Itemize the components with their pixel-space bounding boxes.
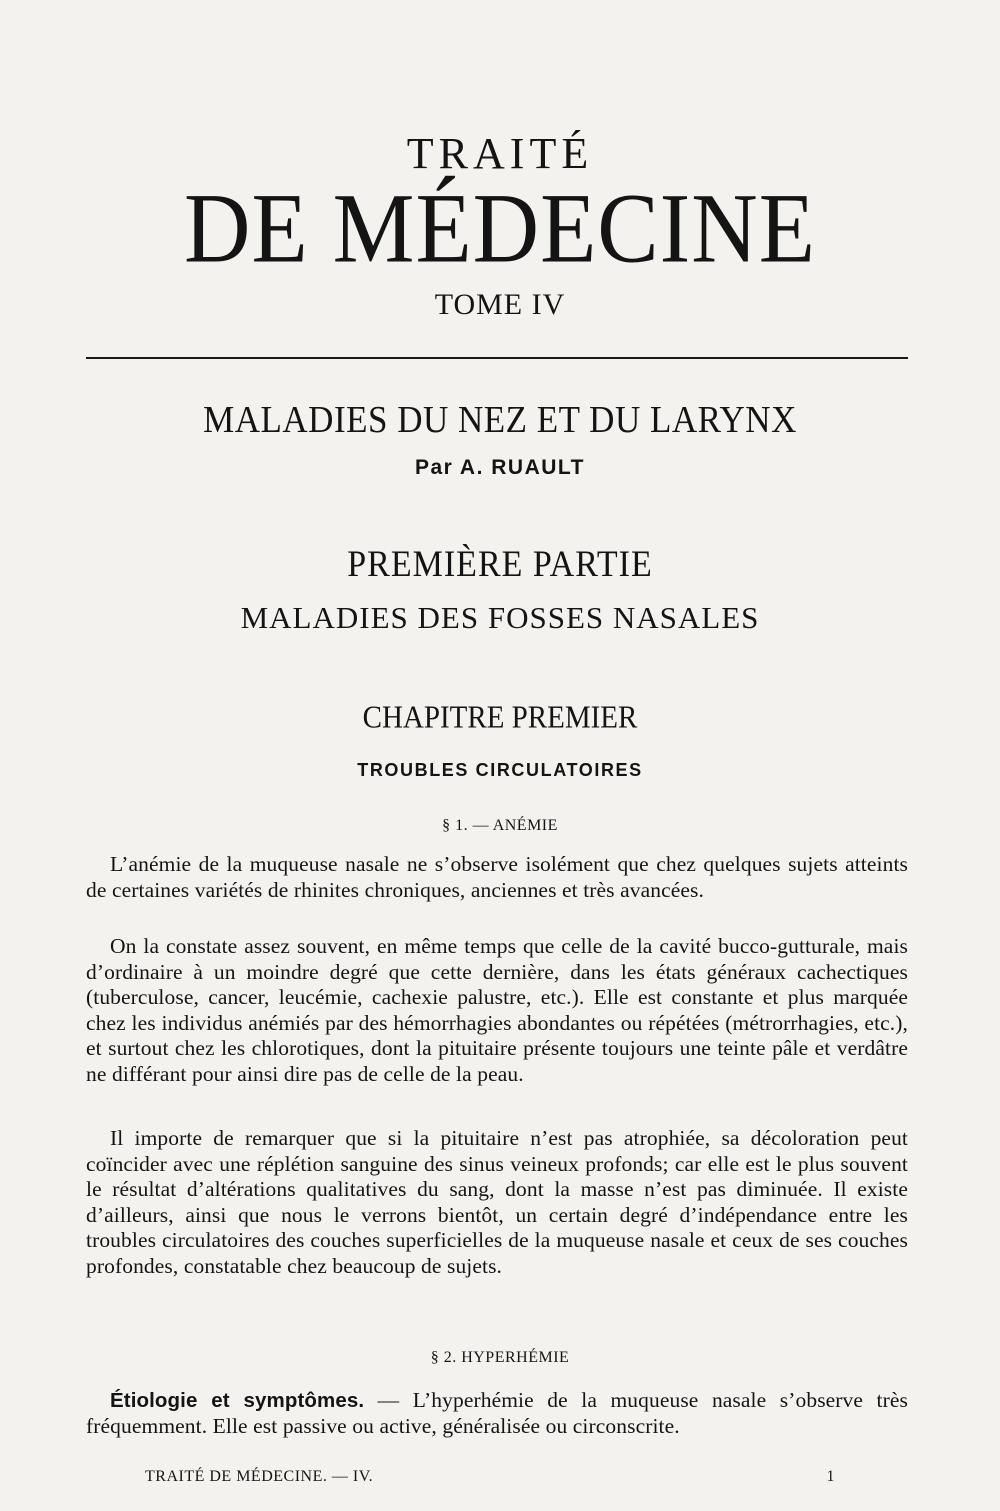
- footer-running-title: TRAITÉ DE MÉDECINE. — IV.: [145, 1468, 374, 1485]
- chapter-title: CHAPITRE PREMIER: [362, 700, 638, 736]
- book-title-medecine: DE MÉDECINE: [184, 172, 816, 284]
- title-divider: [86, 357, 908, 359]
- section-2-heading: § 2. HYPERHÉMIE: [430, 1349, 570, 1366]
- part-subtitle: MALADIES DES FOSSES NASALES: [240, 600, 760, 635]
- volume-label: TOME IV: [434, 288, 566, 321]
- book-title-traite: TRAITÉ: [406, 129, 594, 178]
- paragraph-anemie-2: On la constate assez souvent, en même temps que celle de la cavité bucco-gutturale, mais d’ordinaire à un moindre degré que cette dernière, dans les états généraux cachectiques (tuberculose, cancer, leucémie, cachexie palustre, etc.). Elle est constante et plus marquée chez les individus anémiés par des hémorrhagies abondantes ou répétées (métrorrhagies, etc.), et surtout chez les chlorotiques, dont la pituitaire présente toujours une teinte pâle et verdâtre ne différant pour ainsi dire pas de celle de la peau.: [86, 934, 908, 1086]
- paragraph-lead-heading: Étiologie et symptômes.: [110, 1389, 365, 1412]
- paragraph-anemie-3: Il importe de remarquer que si la pituitaire n’est pas atrophiée, sa décoloration peut coïncider avec une réplétion sanguine des sinus veineux profonds; car elle est le plus souvent le résultat d’altérations qualitatives du sang, dont la masse n’est pas diminuée. Il existe d’ailleurs, ainsi que nous le verrons bientôt, un certain degré d’indépendance entre les troubles circulatoires des couches superficielles de la muqueuse nasale et ceux de ses couches profondes, constatable chez beaucoup de sujets.: [86, 1126, 908, 1278]
- chapter-subtitle: TROUBLES CIRCULATOIRES: [357, 760, 643, 780]
- paragraph-anemie-1: L’anémie de la muqueuse nasale ne s’observe isolément que chez quelques sujets atteints de certaines variétés de rhinites chroniques, anciennes et très avancées.: [86, 852, 908, 902]
- page-footer: [145, 1468, 835, 1486]
- paragraph-hyperhemie-text: — L’hyperhémie de la muqueuse nasale s’observe très fréquemment. Elle est passive ou active, généralisée ou circonscrite.: [86, 1388, 908, 1438]
- part-title: PREMIÈRE PARTIE: [347, 544, 653, 585]
- author-line: Par A. RUAULT: [414, 456, 585, 479]
- section-title: MALADIES DU NEZ ET DU LARYNX: [203, 398, 797, 441]
- paragraph-hyperhemie: [86, 1388, 908, 1439]
- section-1-heading: § 1. — ANÉMIE: [442, 817, 558, 834]
- page-number: 1: [826, 1468, 835, 1485]
